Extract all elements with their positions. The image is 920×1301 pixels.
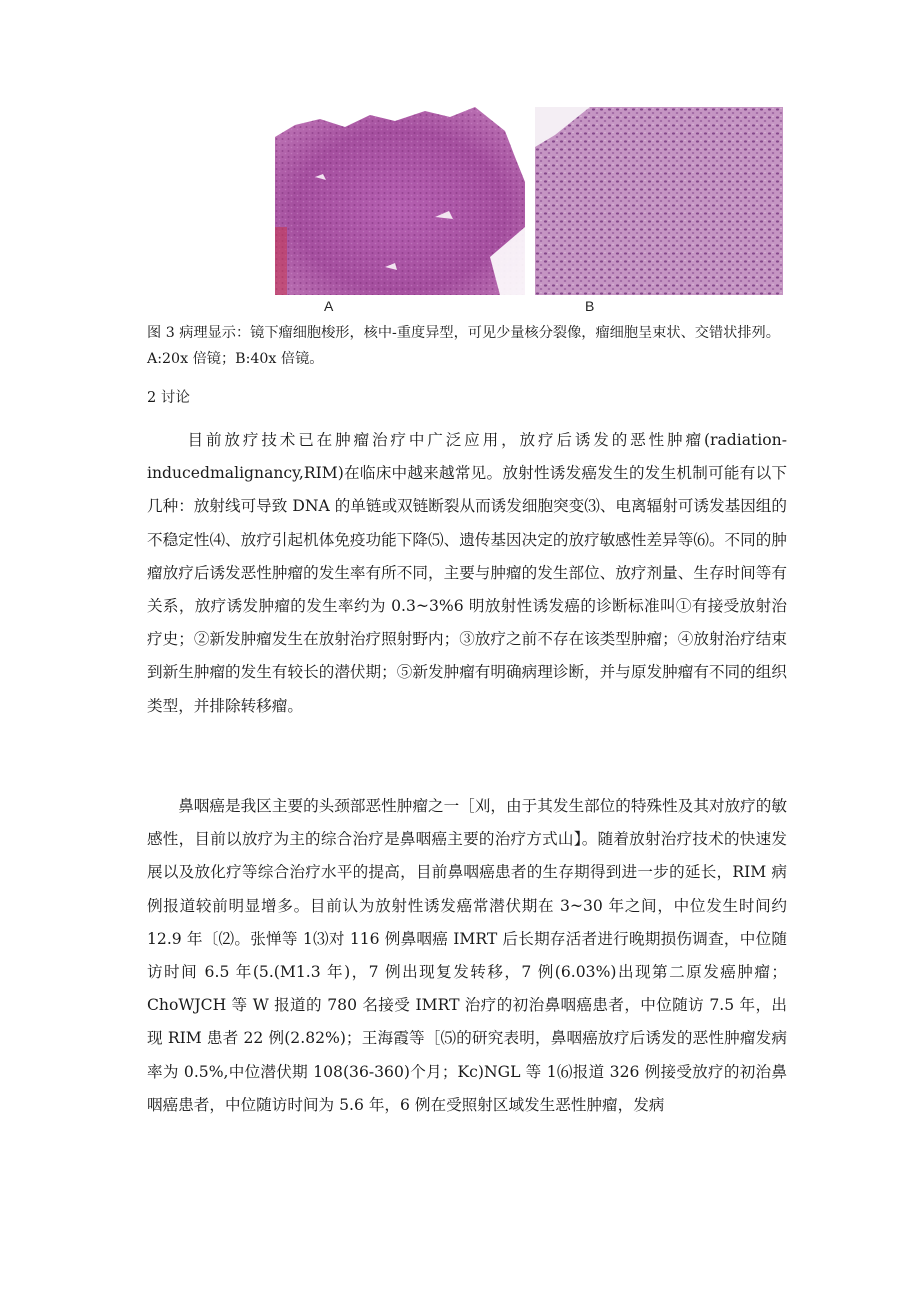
figure-caption: 图 3 病理显示：镜下瘤细胞梭形，核中-重度异型，可见少量核分裂像，瘤细胞呈束状、交错状排列。A:20x 倍镜；B:40x 倍镜。 <box>147 325 780 367</box>
paragraph-2: 鼻咽癌是我区主要的头颈部恶性肿瘤之一［刈，由于其发生部位的特殊性及其对放疗的敏感性，目前以放疗为主的综合治疗是鼻咽癌主要的治疗方式山】。随着放射治疗技术的快速发展以及放化疗等综合治疗水平的提高，目前鼻咽癌患者的生存期得到进一步的延长，RIM 病例报道较前明显增多。目前认为放射性诱发癌常潜伏期在 3~30 年之间，中位发生时间约 12.9 年〔⑵。张惮等 1⑶对 116 例鼻咽癌 IMRT 后长期存活者进行晚期损伤调查，中位随访时间 6.5 年(5.(M1.3 年)，7 例出现复发转移，7 例(6.03%)出现第二原发癌肿瘤；ChoWJCH 等 W 报道的 780 名接受 IMRT 治疗的初治鼻咽癌患者，中位随访 7.5 年，出现 RIM 患者 22 例(2.82%)；王海霞等［⑸的研究表明，鼻咽癌放疗后诱发的恶性肿瘤发病率为 0.5%,中位潜伏期 108(36-360)个月；Kc)NGL 等 1⑹报道 326 例接受放疗的初治鼻咽癌患者，中位随访时间为 5.6 年，6 例在受照射区域发生恶性肿瘤，发病 <box>147 797 787 1114</box>
histology-image-a-graphic <box>275 107 525 295</box>
section-heading: 2 讨论 <box>147 390 190 406</box>
histology-image-b <box>535 107 783 295</box>
paragraph-1: 目前放疗技术已在肿瘤治疗中广泛应用，放疗后诱发的恶性肿瘤(radiation-inducedmalignancy,RIM)在临床中越来越常见。放射性诱发癌发生的发生机制可能有以下几种：放射线可导致 DNA 的单链或双链断裂从而诱发细胞突变⑶、电离辐射可诱发基因组的不稳定性⑷、放疗引起机体免疫功能下降⑸、遗传基因决定的放疗敏感性差异等⑹。不同的肿瘤放疗后诱发恶性肿瘤的发生率有所不同，主要与肿瘤的发生部位、放疗剂量、生存时间等有关系，放疗诱发肿瘤的发生率约为 0.3~3%6 明放射性诱发癌的诊断标准叫①有接受放射治疗史；②新发肿瘤发生在放射治疗照射野内；③放疗之前不存在该类型肿瘤；④放射治疗结束到新生肿瘤的发生有较长的潜伏期；⑤新发肿瘤有明确病理诊断，并与原发肿瘤有不同的组织类型，并排除转移瘤。 <box>147 431 787 715</box>
figure-label-a: A <box>324 298 334 314</box>
histology-image-a <box>275 107 525 295</box>
figure-3 <box>275 107 785 297</box>
figure-label-b: B <box>585 298 595 314</box>
histology-image-b-graphic <box>535 107 783 295</box>
